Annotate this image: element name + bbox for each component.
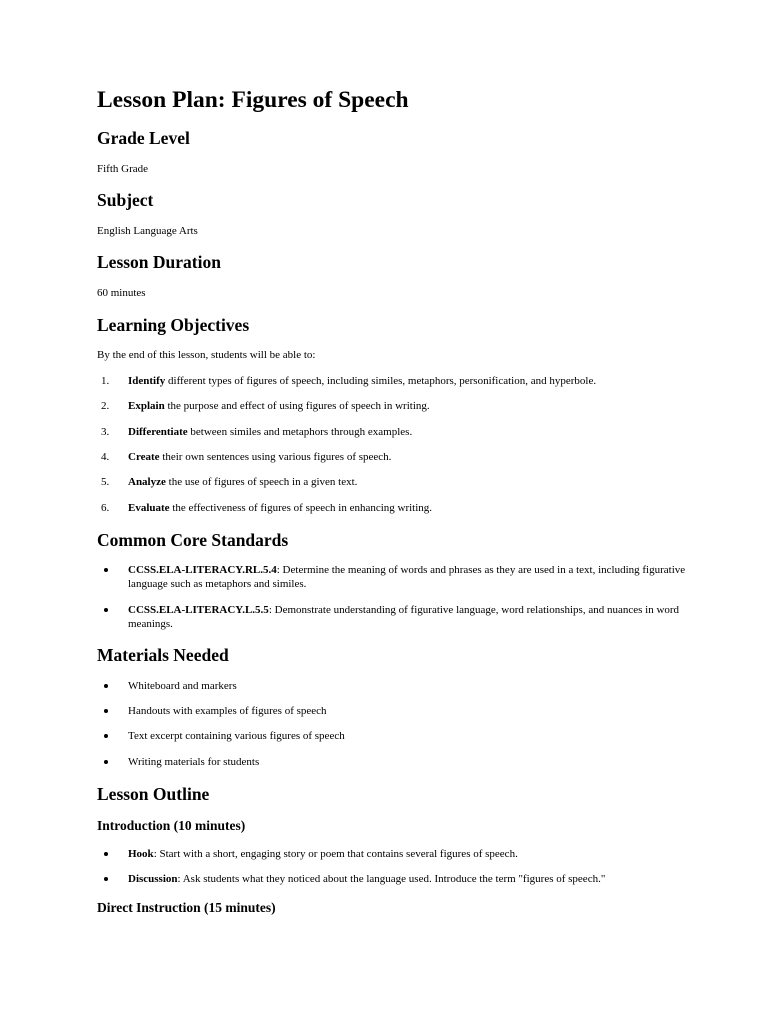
duration-heading: Lesson Duration: [97, 252, 221, 272]
grade-level-heading: Grade Level: [97, 128, 190, 148]
item-text: : Start with a short, engaging story or poem that contains several figures of speech.: [153, 848, 518, 860]
subject-heading: Subject: [97, 190, 154, 210]
objective-verb: Explain: [128, 400, 165, 412]
standard-code: CCSS.ELA-LITERACY.RL.5.4: [128, 564, 277, 576]
direct-instruction-heading: Direct Instruction (15 minutes): [97, 900, 276, 915]
material-text: Writing materials for students: [128, 756, 260, 768]
duration-value: 60 minutes: [97, 287, 146, 299]
list-number: 6.: [101, 502, 110, 514]
objective-text: the effectiveness of figures of speech in enhancing writing.: [169, 502, 433, 514]
item-label: Hook: [128, 848, 154, 860]
objective-text: between similes and metaphors through examples.: [187, 426, 413, 438]
bullet-icon: [104, 608, 108, 612]
objective-verb: Evaluate: [128, 502, 170, 514]
list-number: 4.: [101, 451, 110, 463]
material-text: Whiteboard and markers: [128, 680, 237, 692]
list-number: 1.: [101, 375, 110, 387]
objective-verb: Analyze: [128, 476, 166, 488]
objective-verb: Identify: [128, 375, 166, 387]
bullet-icon: [104, 877, 108, 881]
item-label: Discussion: [128, 873, 178, 885]
outline-heading: Lesson Outline: [97, 784, 210, 804]
materials-heading: Materials Needed: [97, 645, 229, 665]
objectives-intro: By the end of this lesson, students will be able to:: [97, 349, 316, 361]
list-number: 2.: [101, 400, 110, 412]
item-text: : Ask students what they noticed about the language used. Introduce the term "figures of speech.": [177, 873, 606, 885]
objective-text: their own sentences using various figures of speech.: [159, 451, 392, 463]
objective-text: different types of figures of speech, including similes, metaphors, personification, and hyperbole.: [165, 375, 597, 387]
objective-text: the purpose and effect of using figures of speech in writing.: [164, 400, 430, 412]
list-number: 5.: [101, 476, 110, 488]
bullet-icon: [104, 684, 108, 688]
bullet-icon: [104, 709, 108, 713]
bullet-icon: [104, 760, 108, 764]
objectives-heading: Learning Objectives: [97, 315, 250, 335]
material-text: Handouts with examples of figures of speech: [128, 705, 327, 717]
introduction-heading: Introduction (10 minutes): [97, 818, 246, 833]
material-text: Text excerpt containing various figures of speech: [128, 730, 345, 742]
bullet-icon: [104, 734, 108, 738]
objective-text: the use of figures of speech in a given text.: [165, 476, 358, 488]
bullet-icon: [104, 568, 108, 572]
standard-text: : Determine the meaning of words and phrases as they are used in a text, including figurative language such as metaphors and similes.: [128, 564, 686, 590]
list-number: 3.: [101, 426, 110, 438]
grade-level-value: Fifth Grade: [97, 163, 149, 175]
subject-value: English Language Arts: [97, 225, 198, 237]
standard-code: CCSS.ELA-LITERACY.L.5.5: [128, 604, 269, 616]
objective-verb: Differentiate: [128, 426, 188, 438]
bullet-icon: [104, 852, 108, 856]
standards-heading: Common Core Standards: [97, 530, 289, 550]
page-title: Lesson Plan: Figures of Speech: [97, 87, 409, 113]
objective-verb: Create: [128, 451, 160, 463]
standard-text: : Demonstrate understanding of figurative language, word relationships, and nuances in word meanings.: [128, 604, 680, 630]
